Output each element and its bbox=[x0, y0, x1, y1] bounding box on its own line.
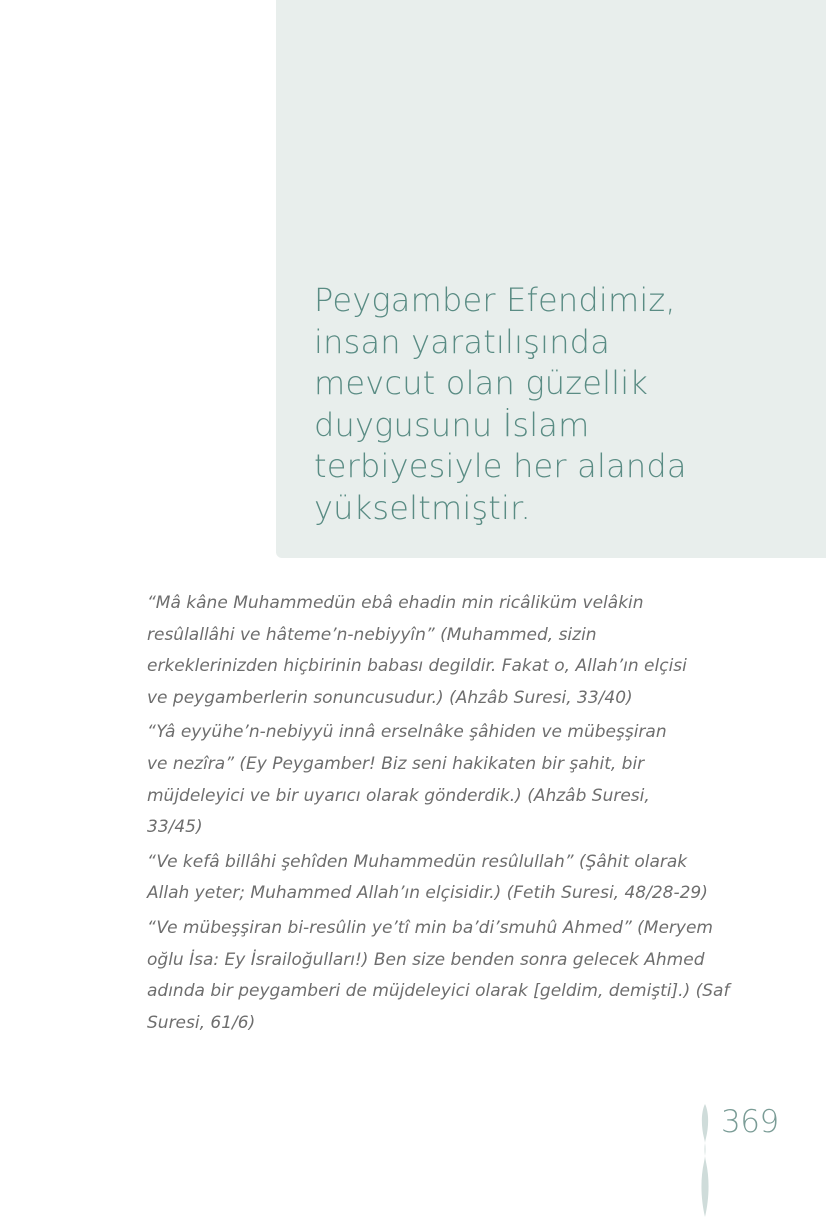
verse-line: erkeklerinizden hiçbirinin babası degildir. Fakat o, Allah’ın elçisi bbox=[147, 656, 687, 677]
pull-quote-line: Peygamber Efendimiz, bbox=[314, 281, 676, 319]
verse-line: ve peygamberlerin sonuncusudur.) (Ahzâb Suresi, 33/40) bbox=[147, 687, 633, 708]
verse-ahzab-33-40 bbox=[147, 588, 695, 714]
pull-quote-line: terbiyesiyle her alanda bbox=[314, 447, 687, 485]
verse-saf-61-6 bbox=[147, 913, 730, 1039]
verse-list bbox=[147, 588, 730, 1042]
page-number: 369 bbox=[721, 1104, 779, 1140]
verse-line: 33/45) bbox=[147, 817, 203, 838]
verse-line: “Mâ kâne Muhammedün ebâ ehadin min ricâliküm velâkin bbox=[147, 593, 644, 613]
verse-fetih-48-28-29 bbox=[147, 847, 708, 910]
verse-line: Suresi, 61/6) bbox=[147, 1012, 256, 1033]
pull-quote-line: insan yaratılışında bbox=[314, 322, 611, 361]
verse-ahzab-33-45 bbox=[147, 717, 695, 843]
pull-quote-line: mevcut olan güzellik bbox=[314, 364, 649, 402]
pull-quote-line: duygusunu İslam bbox=[314, 405, 590, 444]
verse-line: “Ve kefâ billâhi şehîden Muhammedün resûlullah” (Şâhit olarak bbox=[147, 851, 688, 872]
verse-line: Allah yeter; Muhammed Allah’ın elçisidir.) (Fetih Suresi, 48/28-29) bbox=[147, 883, 708, 904]
verse-line: adında bir peygamberi de müjdeleyici olarak [geldim, demişti].) (Saf bbox=[147, 981, 730, 1002]
pull-quote bbox=[314, 280, 784, 529]
verse-line: oğlu İsa: Ey İsrailoğulları!) Ben size benden sonra gelecek Ahmed bbox=[147, 949, 705, 970]
verse-line: ve nezîra” (Ey Peygamber! Biz seni hakikaten bir şahit, bir bbox=[147, 753, 645, 774]
verse-line: “Ve mübeşşiran bi-resûlin ye’tî min ba’di’smuhû Ahmed” (Meryem bbox=[147, 917, 713, 938]
verse-line: “Yâ eyyühe’n-nebiyyü innâ erselnâke şâhiden ve mübeşşiran bbox=[147, 722, 667, 743]
verse-line: müjdeleyici ve bir uyarıcı olarak gönderdik.) (Ahzâb Suresi, bbox=[147, 785, 650, 806]
page-ornament-icon bbox=[698, 1104, 712, 1217]
pull-quote-line: yükseltmiştir. bbox=[314, 488, 531, 527]
verse-line: resûlallâhi ve hâteme’n-nebiyyîn” (Muhammed, sizin bbox=[147, 624, 597, 645]
